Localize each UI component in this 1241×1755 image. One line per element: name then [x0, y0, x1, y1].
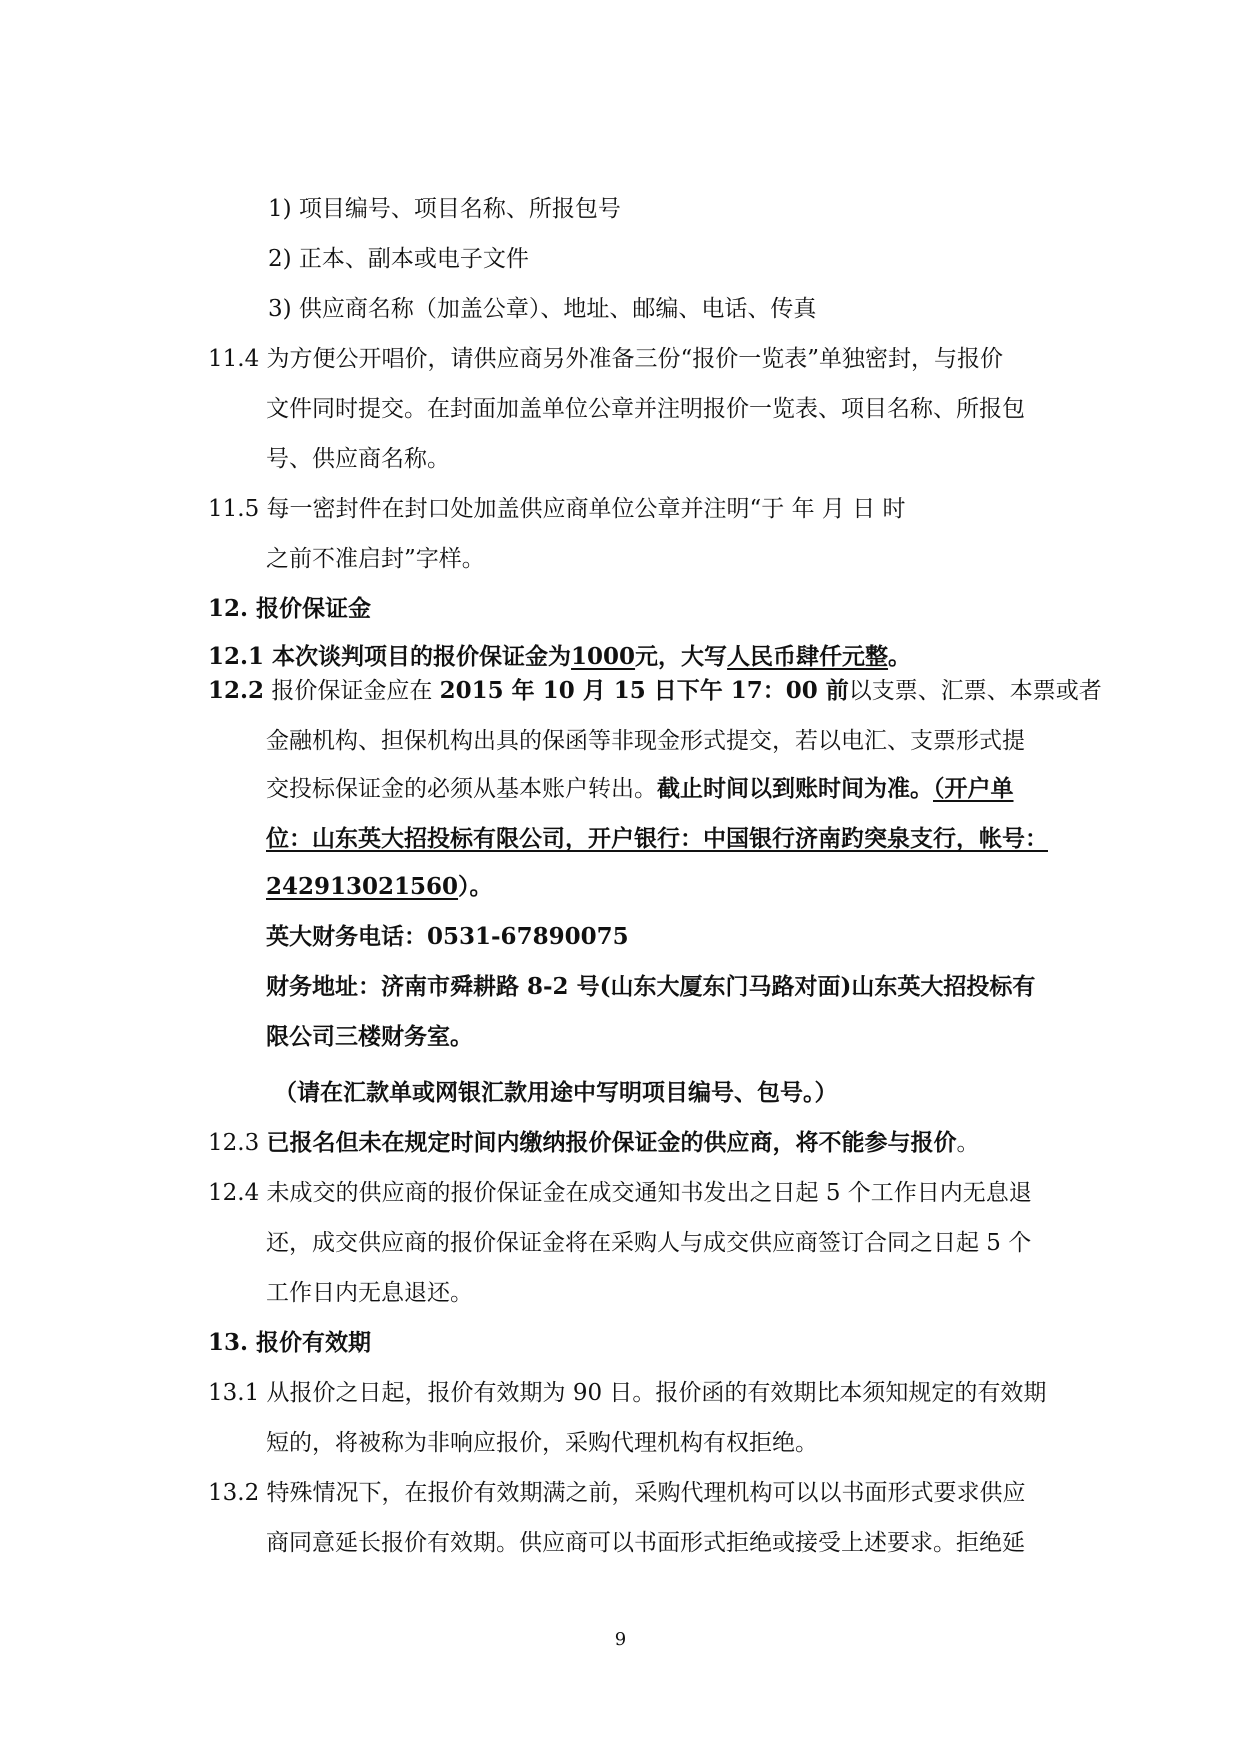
clause-11-4-line-2: 文件同时提交。在封面加盖单位公章并注明报价一览表、项目名称、所报包	[266, 396, 1025, 422]
clause-11-5-line-1: 11.5 每一密封件在封口处加盖供应商单位公章并注明“于 年 月 日 时	[208, 496, 906, 522]
clause-11-4-line-1: 11.4 为方便公开唱价，请供应商另外准备三份“报价一览表”单独密封，与报价	[208, 346, 1004, 372]
clause-12-1	[208, 642, 911, 672]
clause-12-1-text-2: 元，大写	[635, 643, 728, 670]
finance-address-line-2: 限公司三楼财务室。	[266, 1023, 473, 1050]
list-item-2: 2) 正本、副本或电子文件	[268, 246, 529, 272]
list-item-1: 1) 项目编号、项目名称、所报包号	[268, 196, 621, 222]
deadline-note: 截止时间以到账时间为准。	[657, 775, 933, 802]
deposit-amount: 1000	[571, 643, 636, 670]
account-number-end: ）。	[458, 873, 493, 900]
page-number: 9	[614, 1629, 627, 1650]
clause-12-2-number: 12.2	[208, 677, 265, 704]
list-item-3: 3) 供应商名称（加盖公章）、地址、邮编、电话、传真	[268, 296, 817, 322]
clause-12-3-text: 已报名但未在规定时间内缴纳报价保证金的供应商，将不能参与报价	[266, 1129, 957, 1156]
clause-12-1-end: 。	[888, 643, 912, 670]
clause-12-2-text-3: 交投标保证金的必须从基本账户转出。	[266, 776, 657, 802]
clause-12-1-text: 12.1 本次谈判项目的报价保证金为	[208, 643, 572, 670]
clause-11-5-line-2: 之前不准启封”字样。	[266, 546, 485, 572]
clause-12-4-line-2: 还，成交供应商的报价保证金将在采购人与成交供应商签订合同之日起 5 个	[266, 1230, 1032, 1256]
clause-11-4-line-3: 号、供应商名称。	[266, 446, 450, 472]
remittance-note: （请在汇款单或网银汇款用途中写明项目编号、包号。）	[274, 1079, 838, 1106]
clause-12-2-line-1	[208, 676, 1102, 706]
section-13-heading: 13. 报价有效期	[208, 1329, 372, 1356]
clause-13-2-line-2: 商同意延长报价有效期。供应商可以书面形式拒绝或接受上述要求。拒绝延	[266, 1530, 1025, 1556]
clause-12-2-line-2: 金融机构、担保机构出具的保函等非现金形式提交，若以电汇、支票形式提	[266, 728, 1025, 754]
clause-12-2-line-3	[266, 774, 1014, 804]
clause-12-3-number: 12.3	[208, 1130, 267, 1156]
account-info: 位：山东英大招投标有限公司，开户银行：中国银行济南趵突泉支行，帐号：	[266, 825, 1048, 852]
clause-13-1-line-2: 短的，将被称为非响应报价，采购代理机构有权拒绝。	[266, 1430, 818, 1456]
clause-12-3	[208, 1128, 980, 1158]
clause-12-3-end: 。	[956, 1130, 980, 1156]
account-info-start: （开户单	[933, 775, 1014, 802]
account-number: 242913021560	[266, 873, 459, 900]
finance-address-line-1: 财务地址：济南市舜耕路 8-2 号(山东大厦东门马路对面)山东英大招投标有	[266, 973, 1036, 1000]
clause-12-2-text: 报价保证金应在	[264, 678, 440, 704]
clause-12-4-line-1: 12.4 未成交的供应商的报价保证金在成交通知书发出之日起 5 个工作日内无息退	[208, 1180, 1032, 1206]
deposit-amount-words: 人民币肆仟元整	[727, 643, 889, 670]
account-number-line	[266, 872, 493, 902]
clause-12-2-text-2: 以支票、汇票、本票或者	[848, 678, 1102, 704]
section-12-heading: 12. 报价保证金	[208, 595, 372, 622]
clause-13-2-line-1: 13.2 特殊情况下，在报价有效期满之前，采购代理机构可以以书面形式要求供应	[208, 1480, 1026, 1506]
clause-13-1-line-1: 13.1 从报价之日起，报价有效期为 90 日。报价函的有效期比本须知规定的有效期	[208, 1380, 1047, 1406]
clause-12-4-line-3: 工作日内无息退还。	[266, 1280, 473, 1306]
deposit-deadline: 2015 年 10 月 15 日下午 17：00 前	[439, 677, 849, 704]
finance-phone: 英大财务电话：0531-67890075	[266, 923, 629, 950]
